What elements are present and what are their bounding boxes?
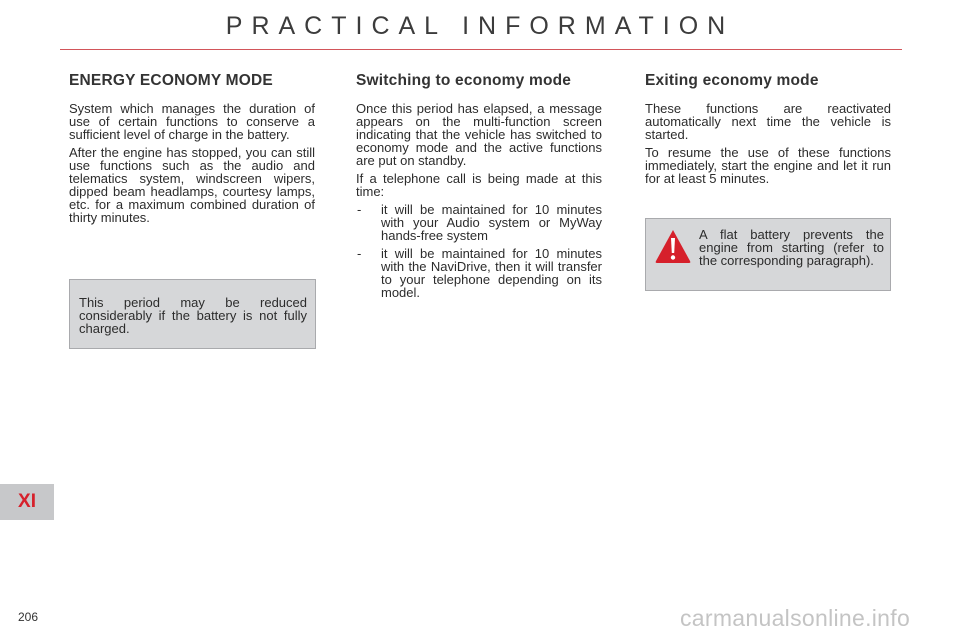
warning-icon [654, 228, 692, 264]
section-energy-economy-mode [69, 72, 315, 229]
info-note-box [69, 279, 316, 349]
list-item [356, 247, 602, 299]
page-number: 206 [18, 610, 39, 624]
paragraph: To resume the use of these functions immediately, start the engine and let it run for at least 5 minutes. [645, 145, 891, 186]
watermark: carmanualsonline.info [680, 605, 911, 631]
dash-bullet: - [357, 246, 362, 261]
section-heading-exiting: Exiting economy mode [645, 72, 819, 89]
list-item [356, 203, 602, 242]
section-heading-switching: Switching to economy mode [356, 72, 572, 89]
chapter-tab: XI [0, 484, 54, 520]
paragraph: These functions are reactivated automatically next time the vehicle is started. [645, 101, 891, 142]
warning-note-box [645, 218, 891, 291]
paragraph: If a telephone call is being made at this time: [356, 171, 602, 199]
paragraph: After the engine has stopped, you can still use functions such as the audio and telematics system, windscreen wipers, dipped beam headlamps, courtesy lamps, etc. for a maximum combined duration of thirty minutes. [69, 145, 315, 225]
list-item-text: it will be maintained for 10 minutes with the NaviDrive, then it will transfer to your telephone depending on its model. [381, 246, 602, 300]
page-title: PRACTICAL INFORMATION [225, 12, 735, 40]
warning-note-text: A flat battery prevents the engine from starting (refer to the corresponding paragraph). [699, 227, 884, 268]
dash-bullet: - [357, 202, 362, 217]
bullet-list [356, 203, 602, 299]
section-switching-economy-mode [356, 72, 602, 304]
paragraph: System which manages the duration of use of certain functions to conserve a sufficient level of charge in the battery. [69, 101, 315, 142]
header-divider [60, 49, 902, 50]
info-note-text: This period may be reduced considerably if the battery is not fully charged. [79, 295, 307, 336]
paragraph: Once this period has elapsed, a message appears on the multi-function screen indicating that the vehicle has switched to economy mode and the active functions are put on standby. [356, 101, 602, 168]
section-exiting-economy-mode [645, 72, 891, 190]
section-heading-energy-economy: ENERGY ECONOMY MODE [69, 72, 273, 89]
list-item-text: it will be maintained for 10 minutes with your Audio system or MyWay hands-free system [381, 202, 602, 243]
